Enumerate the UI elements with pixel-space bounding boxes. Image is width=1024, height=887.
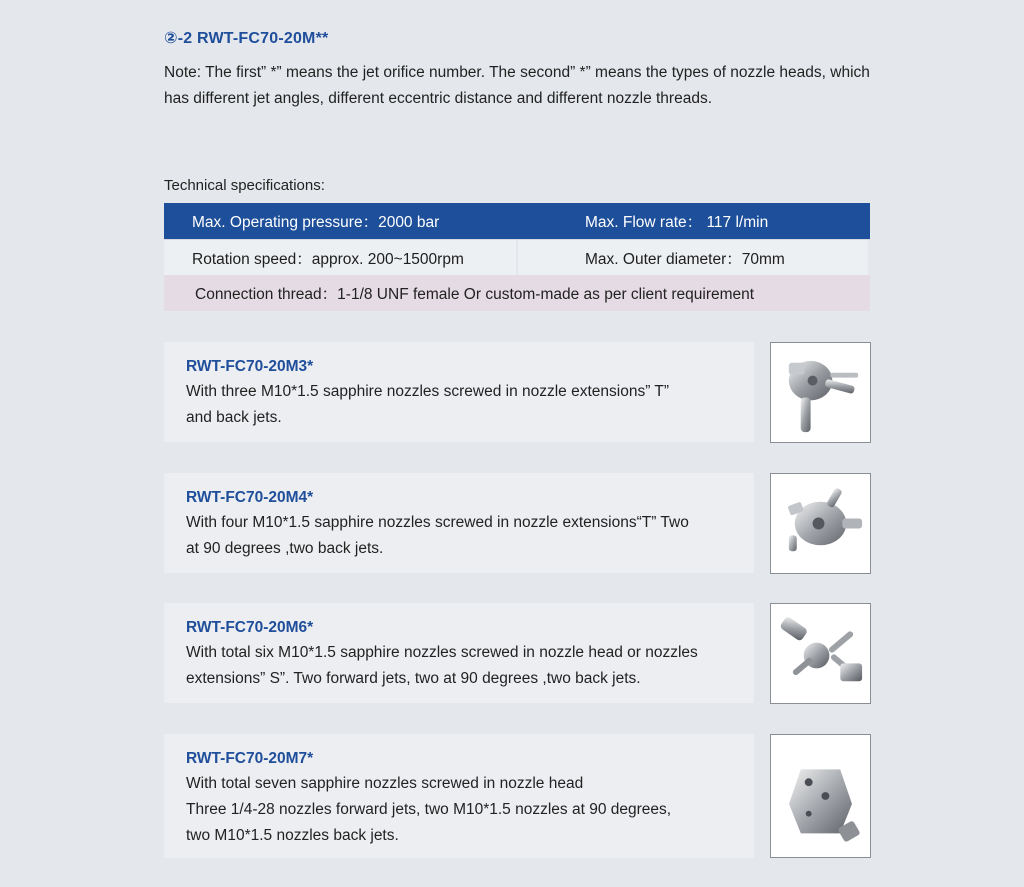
spec-row-rotation-diameter <box>164 239 870 275</box>
nozzle-head-m6-photo <box>770 603 871 704</box>
nozzle-head-m4-photo <box>770 473 871 574</box>
nozzle-m3-icon <box>771 343 870 442</box>
spec-row-connection <box>164 275 870 311</box>
product-text-box <box>164 734 754 858</box>
nozzle-head-m3-photo <box>770 342 871 443</box>
spec-rotation-speed: Rotation speed：approx. 200~1500rpm <box>164 240 518 275</box>
spec-row-pressure-flow <box>164 203 870 239</box>
product-desc-line: With four M10*1.5 sapphire nozzles screwed in nozzle extensions“T” Two <box>186 514 689 531</box>
product-desc-line: extensions” S”. Two forward jets, two at 90 degrees ,two back jets. <box>186 670 641 687</box>
nozzle-head-m7-photo <box>770 734 871 858</box>
section-title: ②-2 RWT-FC70-20M** <box>164 30 329 47</box>
nozzle-m4-icon <box>771 474 870 573</box>
product-desc-line: With total seven sapphire nozzles screwed in nozzle head <box>186 775 584 792</box>
note-text: Note: The first” *” means the jet orifice number. The second” *” means the types of nozzle heads, which has different jet angles, different eccentric distance and different nozzle threads. <box>164 64 870 107</box>
product-title: RWT-FC70-20M3* <box>186 358 314 375</box>
spec-max-flow: Max. Flow rate： 117 l/min <box>585 214 769 231</box>
spec-connection-thread: Connection thread：1-1/8 UNF female Or custom-made as per client requirement <box>195 286 755 303</box>
nozzle-m7-icon <box>771 735 870 857</box>
product-desc-line: and back jets. <box>186 409 282 426</box>
product-title: RWT-FC70-20M7* <box>186 750 314 767</box>
product-title: RWT-FC70-20M4* <box>186 489 314 506</box>
product-desc-line: two M10*1.5 nozzles back jets. <box>186 827 399 844</box>
product-desc-line: Three 1/4-28 nozzles forward jets, two M10*1.5 nozzles at 90 degrees, <box>186 801 672 818</box>
spec-table <box>164 203 870 311</box>
spec-label: Technical specifications: <box>164 177 325 194</box>
product-desc-line: With total six M10*1.5 sapphire nozzles screwed in nozzle head or nozzles <box>186 644 698 661</box>
product-title: RWT-FC70-20M6* <box>186 619 314 636</box>
nozzle-m6-icon <box>771 604 870 703</box>
product-text-box <box>164 342 754 442</box>
product-text-box <box>164 603 754 703</box>
spec-max-outer-diameter: Max. Outer diameter：70mm <box>518 240 870 275</box>
spec-max-pressure: Max. Operating pressure：2000 bar <box>192 214 440 231</box>
product-desc-line: With three M10*1.5 sapphire nozzles screwed in nozzle extensions” T” <box>186 383 670 400</box>
product-desc-line: at 90 degrees ,two back jets. <box>186 540 384 557</box>
product-text-box <box>164 473 754 573</box>
